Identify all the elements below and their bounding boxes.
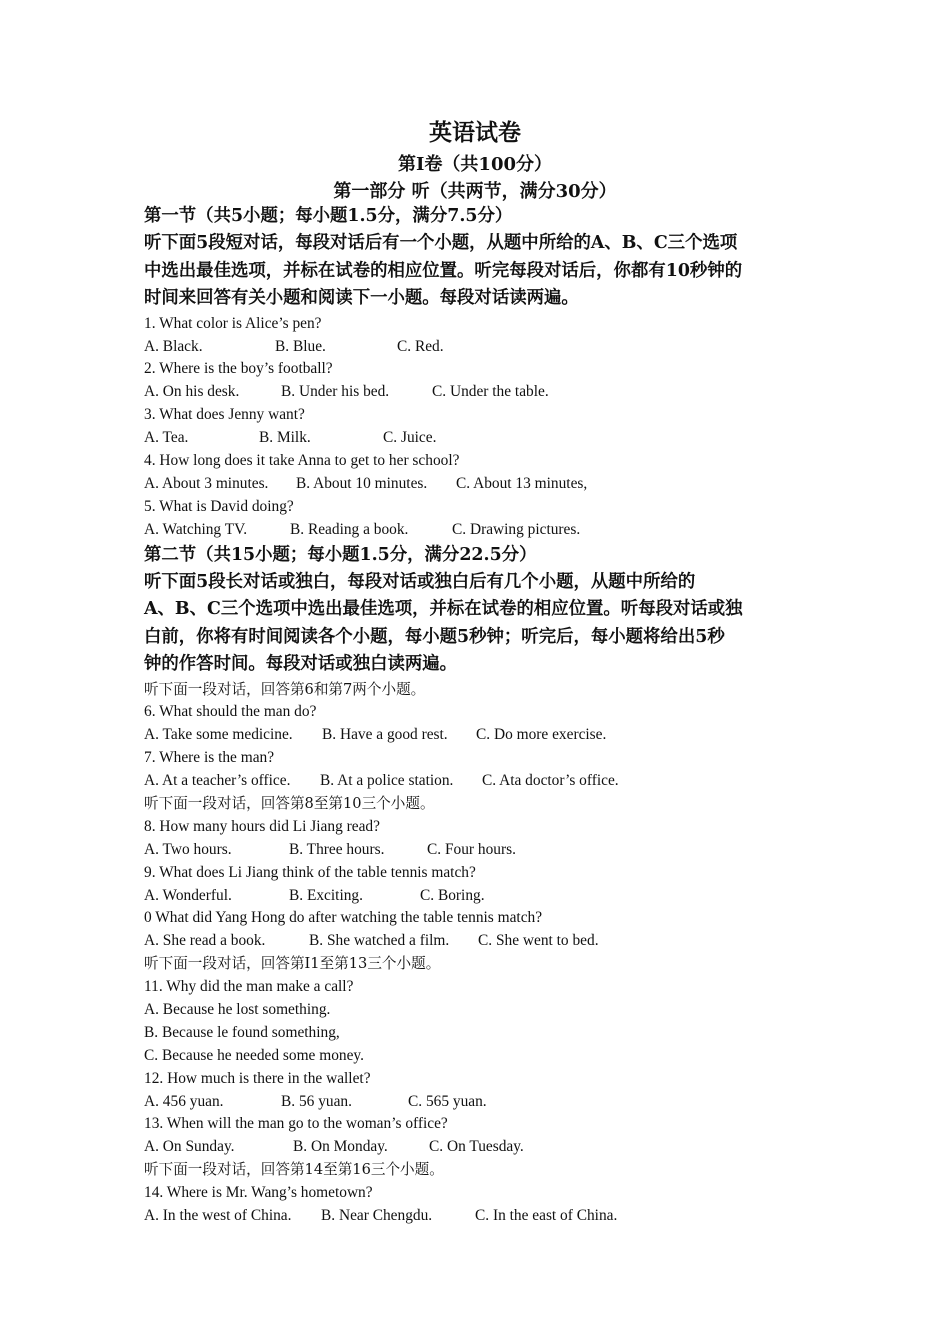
option-c: C. On Tuesday. <box>429 1138 524 1156</box>
option-a: A. She read a book. <box>144 932 266 950</box>
section-1-instruction-line: 时间来回答有关小题和阅读下一小题。每段对话读两遍。 <box>144 288 579 309</box>
volume-title: 第Ⅰ卷（共100分） <box>398 154 552 175</box>
question-5: 5. What is David doing? <box>144 497 294 515</box>
question-3: 3. What does Jenny want? <box>144 406 305 424</box>
question-12-options <box>144 1091 824 1114</box>
option-b: B. About 10 minutes. <box>296 474 428 492</box>
option-a: A. In the west of China. <box>144 1207 292 1225</box>
option-c: C. Under the table. <box>432 383 549 401</box>
question-11: 11. Why did the man make a call? <box>144 978 354 996</box>
option-a: A. Black. <box>144 337 203 355</box>
question-14-options <box>144 1205 824 1228</box>
option-b: B. Under his bed. <box>281 383 390 401</box>
option-b: B. Because le found something, <box>144 1023 340 1041</box>
section-2-instruction-line: 白前，你将有时间阅读各个小题，每小题5秒钟；听完后，每小题将给出5秒 <box>144 626 725 647</box>
option-a: A. On his desk. <box>144 383 240 401</box>
question-6: 6. What should the man do? <box>144 703 317 721</box>
option-a: A. Take some medicine. <box>144 726 293 744</box>
question-2: 2. Where is the boy’s football? <box>144 360 333 378</box>
question-6-options <box>144 724 824 747</box>
question-13-options <box>144 1136 824 1159</box>
section-2-instruction-line: A、B、C三个选项中选出最佳选项，并标在试卷的相应位置。听每段对话或独 <box>144 599 743 620</box>
dialogue-prompt: 听下面一段对话，回答第I1至第13三个小题。 <box>144 955 441 973</box>
option-b: B. 56 yuan. <box>281 1092 352 1110</box>
option-b: B. Exciting. <box>289 886 363 904</box>
question-7: 7. Where is the man? <box>144 749 275 767</box>
option-a: A. Tea. <box>144 429 189 447</box>
question-5-options <box>144 519 824 542</box>
option-c: C. 565 yuan. <box>408 1092 487 1110</box>
option-a: A. Wonderful. <box>144 886 232 904</box>
question-10-options <box>144 930 824 953</box>
option-b: B. Have a good rest. <box>322 726 448 744</box>
question-4-options <box>144 473 824 496</box>
dialogue-prompt: 听下面一段对话，回答第6和第7两个小题。 <box>144 680 426 698</box>
section-1-instruction-line: 中选出最佳选项，并标在试卷的相应位置。听完每段对话后，你都有10秒钟的 <box>144 260 743 281</box>
section-1-heading: 第一节（共5小题；每小题1.5分，满分7.5分） <box>144 206 513 226</box>
option-c: C. Do more exercise. <box>476 726 607 744</box>
option-b: B. Near Chengdu. <box>321 1207 433 1225</box>
question-1: 1. What color is Alice’s pen? <box>144 314 322 332</box>
option-c: C. She went to bed. <box>478 932 599 950</box>
option-b: B. Reading a book. <box>290 520 409 538</box>
exam-title: 英语试卷 <box>429 119 521 146</box>
question-1-options <box>144 336 824 359</box>
option-c: C. Because he needed some money. <box>144 1046 364 1064</box>
option-b: B. Milk. <box>259 429 311 447</box>
section-2-heading: 第二节（共15小题；每小题1.5分，满分22.5分） <box>144 544 537 565</box>
question-9: 9. What does Li Jiang think of the table tennis match? <box>144 863 476 881</box>
option-a: A. Two hours. <box>144 840 232 858</box>
question-14: 14. Where is Mr. Wang’s hometown? <box>144 1184 373 1202</box>
section-1-instruction-line: 听下面5段短对话，每段对话后有一个小题，从题中所给的A、B、C三个选项 <box>144 233 738 254</box>
option-c: C. About 13 minutes, <box>456 474 588 492</box>
option-a: A. Watching TV. <box>144 520 248 538</box>
option-a: A. 456 yuan. <box>144 1092 224 1110</box>
question-12: 12. How much is there in the wallet? <box>144 1069 371 1087</box>
option-c: C. Ata doctor’s office. <box>482 772 619 790</box>
question-3-options <box>144 427 824 450</box>
option-c: C. Juice. <box>383 429 437 447</box>
option-c: C. Four hours. <box>427 840 516 858</box>
dialogue-prompt: 听下面一段对话，回答第8至第10三个小题。 <box>144 795 435 813</box>
part-title: 第一部分 听（共两节，满分30分） <box>333 181 617 202</box>
question-7-options <box>144 770 824 793</box>
option-a: A. About 3 minutes. <box>144 474 269 492</box>
option-b: B. On Monday. <box>293 1138 388 1156</box>
question-9-options <box>144 885 824 908</box>
question-4: 4. How long does it take Anna to get to her school? <box>144 451 460 469</box>
option-b: B. Blue. <box>275 337 326 355</box>
option-b: B. She watched a film. <box>309 932 450 950</box>
option-a: A. On Sunday. <box>144 1138 235 1156</box>
option-c: C. Boring. <box>420 886 485 904</box>
option-c: C. Drawing pictures. <box>452 520 581 538</box>
section-2-instruction-line: 钟的作答时间。每段对话或独白读两遍。 <box>144 654 458 675</box>
option-a: A. At a teacher’s office. <box>144 772 291 790</box>
option-a: A. Because he lost something. <box>144 1001 331 1019</box>
dialogue-prompt: 听下面一段对话，回答第14至第16三个小题。 <box>144 1161 444 1179</box>
exam-content <box>144 203 824 1228</box>
question-8-options <box>144 839 824 862</box>
section-2-instruction-line: 听下面5段长对话或独白，每段对话或独白后有几个小题，从题中所给的 <box>144 571 696 592</box>
question-8: 8. How many hours did Li Jiang read? <box>144 817 380 835</box>
option-c: C. Red. <box>397 337 444 355</box>
question-2-options <box>144 381 824 404</box>
question-10: 0 What did Yang Hong do after watching the table tennis match? <box>144 909 543 927</box>
option-b: B. At a police station. <box>320 772 454 790</box>
option-b: B. Three hours. <box>289 840 385 858</box>
option-c: C. In the east of China. <box>475 1207 618 1225</box>
question-13: 13. When will the man go to the woman’s office? <box>144 1115 448 1133</box>
